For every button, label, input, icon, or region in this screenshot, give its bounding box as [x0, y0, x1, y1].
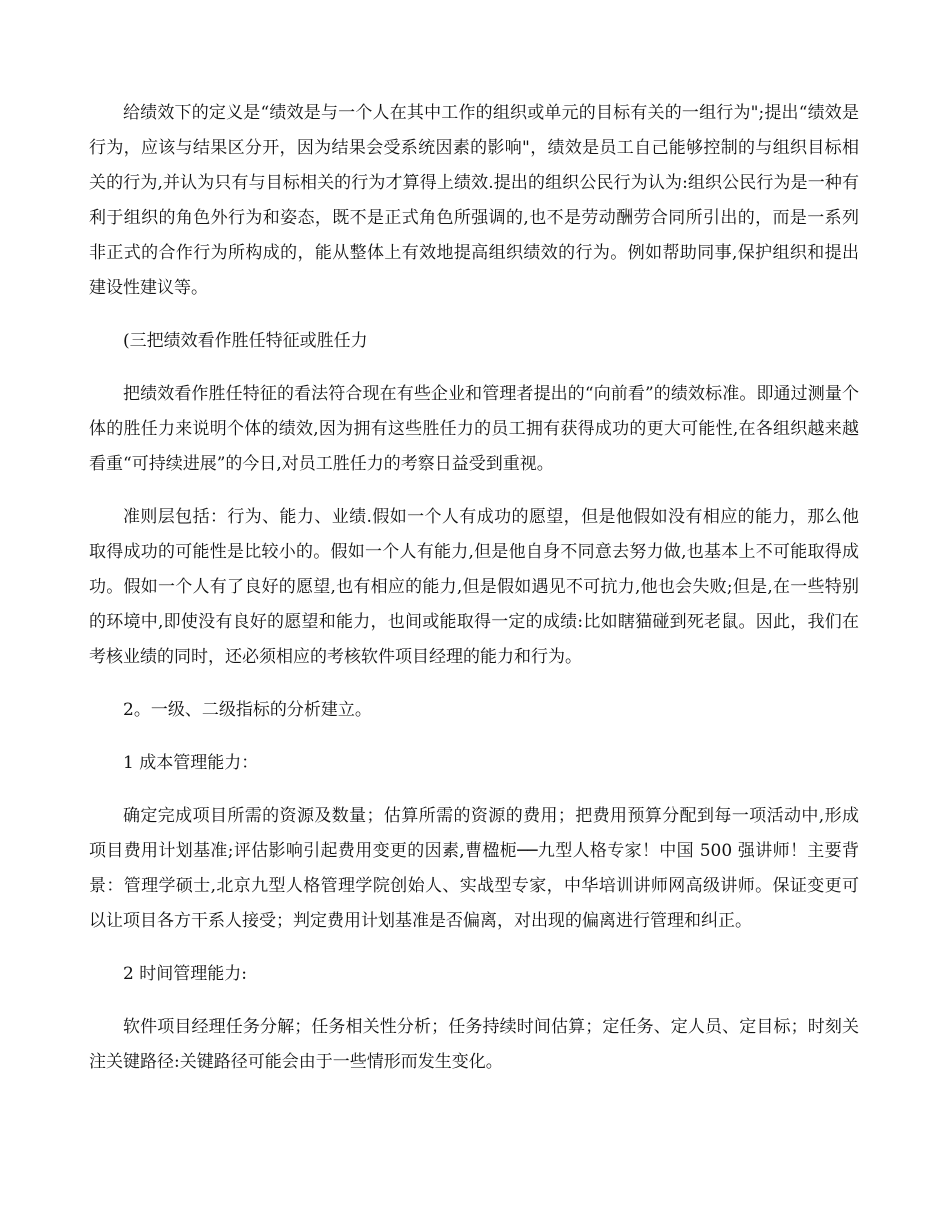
heading-competency-view: (三把绩效看作胜任特征或胜任力 — [123, 331, 368, 351]
heading-cost-management: 1 成本管理能力： — [123, 753, 259, 773]
paragraph-criteria-layer: 准则层包括：行为、能力、业绩.假如一个人有成功的愿望，但是他假如没有相应的能力，那么他取得成功的可能性是比较小的。假如一个人有能力,但是他自身不同意去努力做,也基本上不可能取得成功。假如一个人有了良好的愿望,也有相应的能力,但是假如遇见不可抗力,他也会失败;但是,在一些特别的环境中,即使没有良好的愿望和能力，也间或能取得一定的成绩:比如瞎猫碰到死老鼠。因此，我们在考核业绩的同时，还必须相应的考核软件项目经理的能力和行为。 — [89, 507, 859, 667]
paragraph-performance-definition: 给绩效下的定义是“绩效是与一个人在其中工作的组织或单元的目标有关的一组行为";提出“绩效是行为，应该与结果区分开，因为结果会受系统因素的影响"，绩效是员工自己能够控制的与组织目标相关的行为,并认为只有与目标相关的行为才算得上绩效.提出的组织公民行为认为:组织公民行为是一种有利于组织的角色外行为和姿态，既不是正式角色所强调的,也不是劳动酬劳合同所引出的，而是一系列非正式的合作行为所构成的，能从整体上有效地提高组织绩效的行为。例如帮助同事,保护组织和提出建设性建议等。 — [89, 103, 859, 298]
document-body — [89, 96, 859, 1098]
heading-time-management: 2 时间管理能力: — [123, 964, 247, 984]
paragraph-cost-management: 确定完成项目所需的资源及数量；估算所需的资源的费用；把费用预算分配到每一项活动中,形成项目费用计划基准;评估影响引起费用变更的因素,曹楹枙──九型人格专家！中国 500 强讲师！主要背景：管理学硕士,北京九型人格管理学院创始人、实战型专家，中华培训讲师网高级讲师。保证变更可以让项目各方干系人接受；判定费用计划基准是否偏离，对出现的偏离进行管理和纠正。 — [89, 806, 859, 931]
paragraph-competency-view: 把绩效看作胜任特征的看法符合现在有些企业和管理者提出的“向前看”的绩效标准。即通过测量个体的胜任力来说明个体的绩效,因为拥有这些胜任力的员工拥有获得成功的更大可能性,在各组织越来越看重“可持续进展”的今日,对员工胜任力的考察日益受到重视。 — [89, 384, 859, 474]
heading-indicator-analysis: 2。一级、二级指标的分析建立。 — [123, 700, 372, 720]
paragraph-time-management: 软件项目经理任务分解；任务相关性分析；任务持续时间估算；定任务、定人员、定目标；时刻关注关键路径:关键路径可能会由于一些情形而发生变化。 — [89, 1017, 859, 1072]
